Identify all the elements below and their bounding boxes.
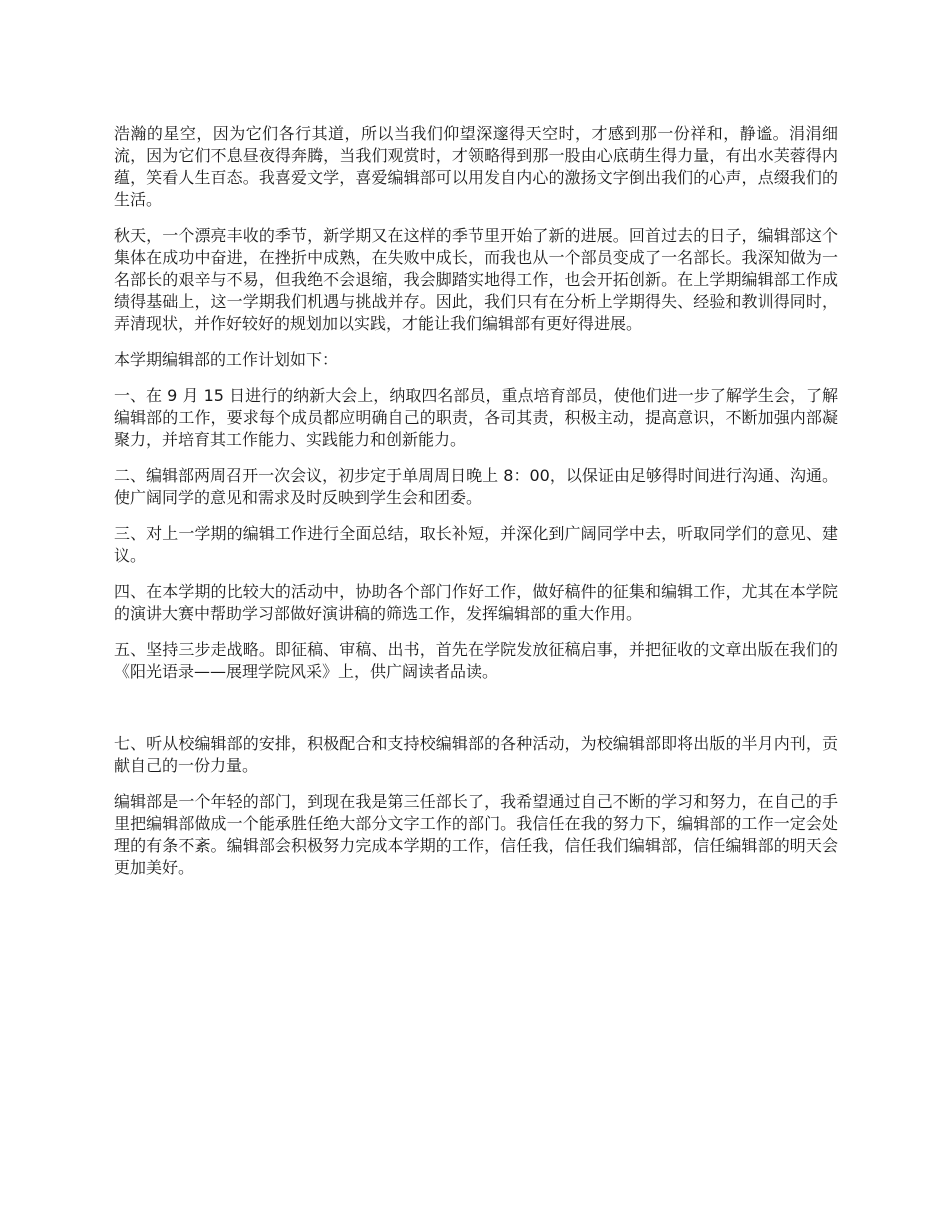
paragraph-item-7: 七、听从校编辑部的安排，积极配合和支持校编辑部的各种活动，为校编辑部即将出版的半月内刊，贡献自己的一份力量。	[114, 734, 838, 775]
paragraph-item-3: 三、对上一学期的编辑工作进行全面总结，取长补短，并深化到广阔同学中去，听取同学们的意见、建议。	[114, 524, 838, 565]
paragraph-item-5: 五、坚持三步走战略。即征稿、审稿、出书，首先在学院发放征稿启事，并把征收的文章出版在我们的《阳光语录——展理学院风采》上，供广阔读者品读。	[114, 640, 838, 681]
paragraph-plan-heading: 本学期编辑部的工作计划如下：	[114, 350, 339, 369]
blank-gap	[114, 697, 838, 719]
paragraph-intro: 浩瀚的星空，因为它们各行其道，所以当我们仰望深邃得天空时，才感到那一份祥和，静谧。涓涓细流，因为它们不息昼夜得奔腾，当我们观赏时，才领略得到那一股由心底萌生得力量，有出水芙蓉得内蕴，笑看人生百态。我喜爱文学，喜爱编辑部可以用发自内心的激扬文字倒出我们的心声，点缀我们的生活。	[114, 124, 838, 209]
paragraph-item-4: 四、在本学期的比较大的活动中，协助各个部门作好工作，做好稿件的征集和编辑工作，尤其在本学院的演讲大赛中帮助学习部做好演讲稿的筛选工作，发挥编辑部的重大作用。	[114, 582, 838, 623]
paragraph-autumn: 秋天，一个漂亮丰收的季节，新学期又在这样的季节里开始了新的进展。回首过去的日子，编辑部这个集体在成功中奋进，在挫折中成熟，在失败中成长，而我也从一个部员变成了一名部长。我深知做为一名部长的艰辛与不易，但我绝不会退缩，我会脚踏实地得工作，也会开拓创新。在上学期编辑部工作成绩得基础上，这一学期我们机遇与挑战并存。因此，我们只有在分析上学期得失、经验和教训得同时，弄清现状，并作好较好的规划加以实践，才能让我们编辑部有更好得进展。	[114, 226, 838, 333]
paragraph-item-1: 一、在 9 月 15 日进行的纳新大会上，纳取四名部员，重点培育部员，使他们进一步了解学生会，了解编辑部的工作，要求每个成员都应明确自己的职责，各司其责，积极主动，提高意识，不断加强内部凝聚力，并培育其工作能力、实践能力和创新能力。	[114, 386, 838, 449]
paragraph-item-2: 二、编辑部两周召开一次会议，初步定于单周周日晚上 8：00，以保证由足够得时间进行沟通、沟通。使广阔同学的意见和需求及时反映到学生会和团委。	[114, 466, 838, 507]
paragraph-closing: 编辑部是一个年轻的部门，到现在我是第三任部长了，我希望通过自己不断的学习和努力，在自己的手里把编辑部做成一个能承胜任绝大部分文字工作的部门。我信任在我的努力下，编辑部的工作一定会处理的有条不紊。编辑部会积极努力完成本学期的工作，信任我，信任我们编辑部，信任编辑部的明天会更加美好。	[114, 792, 838, 877]
document-body	[114, 123, 838, 893]
